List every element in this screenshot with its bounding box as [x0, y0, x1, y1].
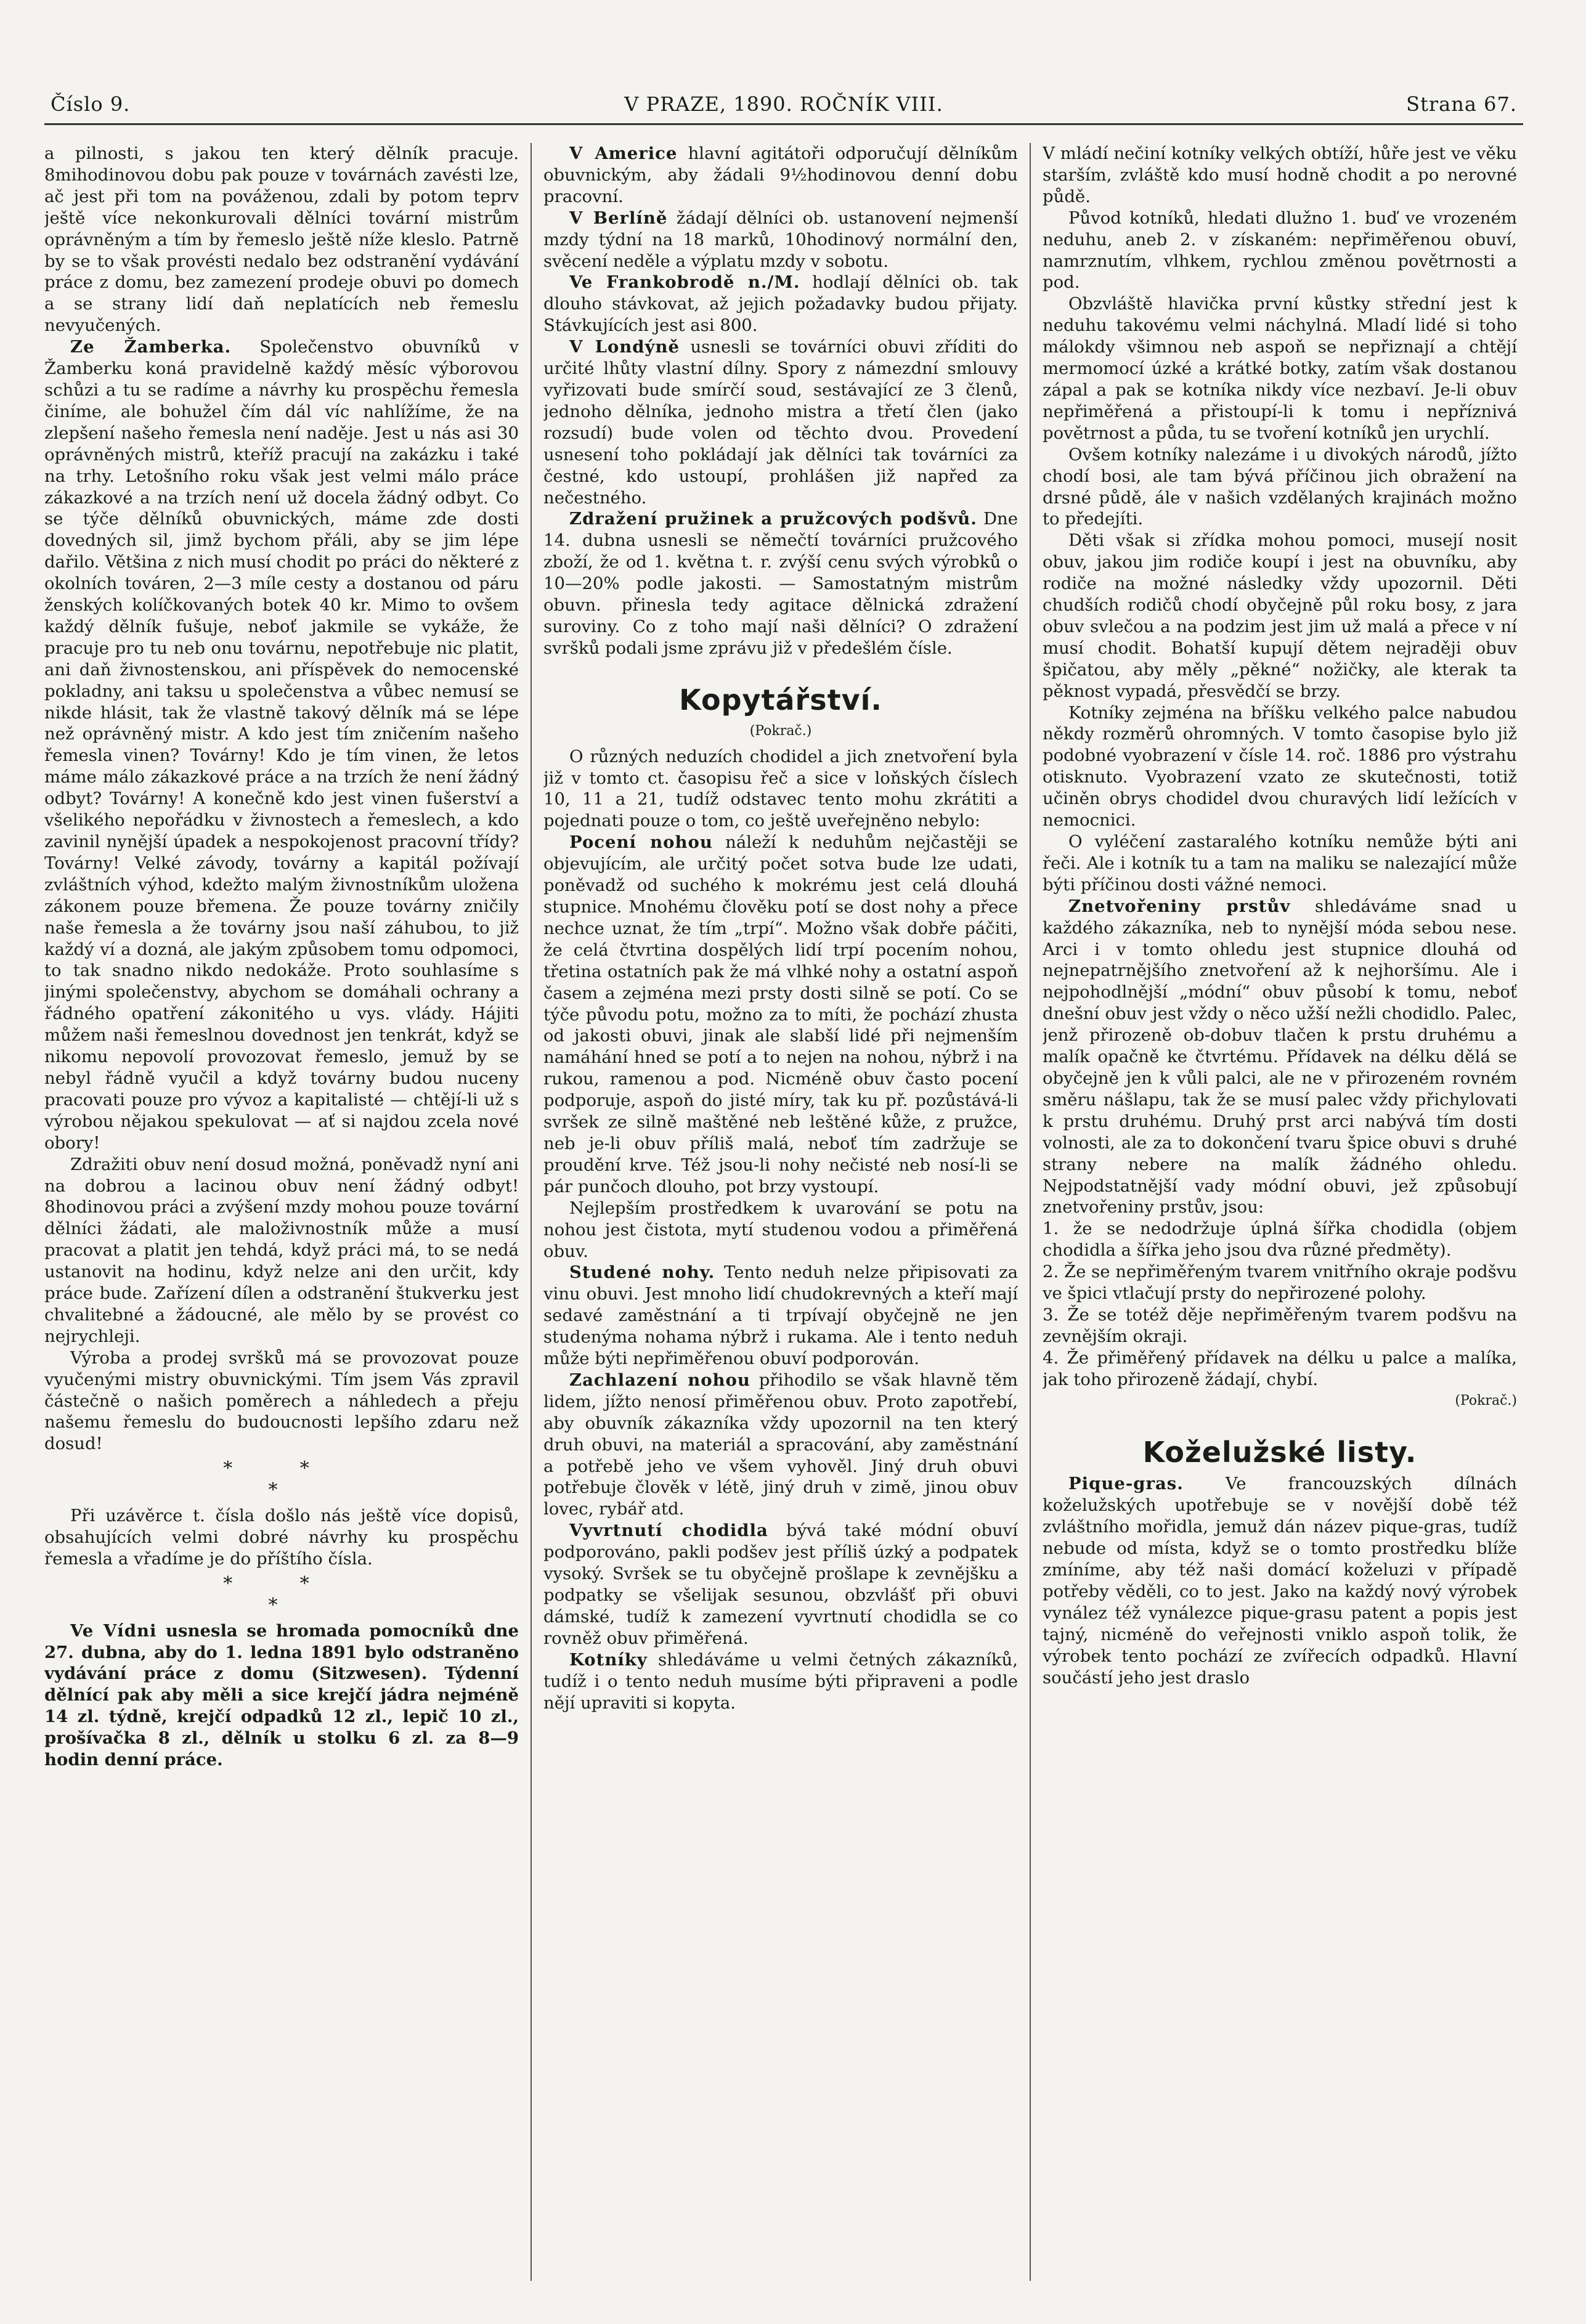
column-1: [44, 143, 519, 2281]
paragraph-text: přihodilo se však hlavně těm lidem, jížto nenosí přiměřenou obuv. Proto zapotřebí, aby obuvník zákazníka vždy upozornil na ten který druh obuvi, na materiál a spracování, aby zaměstnání a potřebě jeho ve všem vyhověl. Jiný druh obuvi potřebuje člověk v létě, jiný druh v zimě, jinou obuv lovec, rybář atd.: [543, 1370, 1018, 1519]
paragraph: Při uzávěrce t. čísla došlo nás ještě více dopisů, obsahujících velmi dobré návrhy ku prospěchu řemesla a vřadíme je do příštího čísla.: [44, 1506, 519, 1569]
paragraph: [543, 143, 1018, 208]
separator-stars: * *: [223, 1458, 340, 1480]
paragraph: [543, 508, 1018, 659]
paragraph-text: hodlají dělníci ob. tak dlouho stávkovat, až jejich požadavky budou přijaty. Stávkujících jest asi 800.: [543, 272, 1018, 336]
continued-note: (Pokrač.): [749, 723, 812, 739]
paragraph-text: shledáváme u velmi četných zákazníků, tudíž i o tento neduh musíme býti připraveni a podle nějí upraviti si kopyta.: [543, 1649, 1018, 1713]
column-3: [1043, 143, 1517, 2281]
paragraph-lead: Ze Žamberka.: [70, 337, 232, 357]
separator-stars: * *: [223, 1572, 340, 1595]
defects-list: [1043, 1218, 1517, 1390]
issue-number: Číslo 9.: [51, 92, 131, 116]
paragraph-text: Dne 14. dubna usnesli se němečtí továrníci pružcového zboží, že od 1. května t. r. zvýší cenu svých výrobků o 10—20% podle jakosti. — Samostatným mistrům obuvn. přinesla tedy agitace dělnická zdražení suroviny. Co z toho mají naši dělníci? O zdražení svršků podali jsme zprávu již v předešlém čísle.: [543, 509, 1018, 658]
paragraph-lead: Zdražení pružinek a pružcových podšvů.: [569, 509, 977, 529]
column-2: [543, 143, 1018, 2281]
paragraph-text: Tento neduh nelze připisovati za vinu obuvi. Jest mnoho lidí chudokrevných a kteří mají sedavé zaměstnání a ti trpívají obyčejně ne jen studenýma nohama nýbrž i rukama. Ale i tento neduh může býti nepřiměřenou obuví podporován.: [543, 1262, 1018, 1369]
paragraph: Výroba a prodej svršků má se provozovat pouze vyučenými mistry obuvnickými. Tím jsem Vás zpravil částečně o našich poměrech a náhledech a přeju našemu řemeslu do budoucnosti lepšího zdaru než dosud!: [44, 1347, 519, 1454]
paragraph-lead: Pocení nohou: [569, 832, 713, 853]
paragraph-lead: V Americe: [569, 144, 678, 163]
paragraph: Zdražiti obuv není dosud možná, poněvadž nyní ani na dobrou a lacinou obuv není žádný odbyt! 8hodinovou práci a zvýšení mzdy mohou pouze tovární dělníci žádati, ale maloživnostník může a musí pracovat a platit jen tehdá, když práci má, to se nedá ustanovit na hodinu, když nelze ani den určit, kdy práce bude. Zařízení dílen a odstranění štukverku jest chvalitebné a žádoucné, ale mělo by se provést co nejrychleji.: [44, 1154, 519, 1346]
paragraph-text: žádají dělníci ob. ustanovení nejmenší mzdy týdní na 18 marků, 10hodinový normální den, svěcení neděle a výplatu mzdy v sobotu.: [543, 208, 1018, 271]
paragraph: Děti však si zřídka mohou pomoci, musejí nosit obuv, jakou jim rodiče koupí i jest na obuvníku, aby rodiče na možné následky vždy upozornil. Děti chudších rodičů chodí obyčejně půl roku bosy, z jara obuv svlečou a na podzim jest jim už malá a přece v ní musí chodit. Bohatší kupují dětem nejraději obuv špičatou, aby měly „pěkné“ nožičky, ale kterak ta pěknost vypadá, přesvědčí se brzy.: [1043, 530, 1517, 701]
paragraph-lead: V Berlíně: [569, 208, 668, 228]
separator-star: *: [268, 1594, 295, 1616]
paragraph-lead: V Londýně: [569, 337, 680, 357]
paragraph-lead: Vyvrtnutí chodidla: [569, 1521, 768, 1541]
paragraph-text: Společenstvo obuvníků v Žamberku koná pravidelně každý měsíc výborovou schůzi a tu se radíme a návrhy ku prospěchu řemesla činíme, ale bohužel čím dál víc nahlížíme, že na zlepšení našeho řemesla není naděje. Jest u nás asi 30 oprávněných mistrů, kteříž pracují na zakázku i také na trhy. Letošního roku však jest velmi málo práce zákazkové a na trzích není už docela žádný odbyt. Co se týče dělníků obuvnických, máme zde dosti dovedných sil, jimž bychom přáli, aby se jim lépe dařilo. Většina z nich musí chodit po práci do některé z okolních továren, 2—3 míle cesty a dostanou od páru ženských kolíčkovaných botek 40 kr. Mimo to ovšem každý dělník fušuje, neboť jakmile se vykáže, že pracuje pro tu neb onu továrnu, nepotřebuje nic platit, ani daň živnostenskou, ani příspěvek do nemocenské pokladny, ani taksu u společenstva a vůbec nemusí se nikde hlásit, tak že vlastně takový dělník má se lépe než oprávněný mistr. A kdo jest tím zničením našeho řemesla vinen? Továrny! Kdo je tím vinen, že letos máme málo zákazkové práce a na trzích že není žádný odbyt? Továrny! A konečně kdo jest vinen fušerství a všelikého nepořádku v živnostech a řemeslech, a kdo zavinil nynější úpadek a nespokojenost pracovní třídy? Továrny! Velké závody, továrny a kapitál požívají zvláštních výhod, kdežto malým živnostníkům uložena zákonem pouze břemena. Že pouze továrny zničily naše řemesla a že továrny jsou naší záhubou, to již každý ví a dozná, ale jakým způsobem tomu odpomoci, to tak snadno nikdo nedokáže. Proto souhlasíme s jinými společenstvy, abychom se domáhali ochrany a řádného opatření zákonitého u vys. vlády. Hájiti můžem naši řemeslnou dovednost jen tenkrát, když se nikomu nepovolí provozovat řemeslo, jemuž by se nebyl řádně vyučil a když továrny budou nuceny pracovati pouze pro vývoz a kapitalisté — chtějí-li už s výrobou nějakou spekulovat — ať si najdou zcela nové obory!: [44, 337, 519, 1153]
paragraph-lead: Ve Frankobrodě n./M.: [569, 272, 800, 293]
paragraph-text: usnesla se hromada pomocníků dne 27. dubna, aby do 1. ledna 1891 bylo odstraněno vydávání práce z domu (Sitzwesen). Týdenní dělnící pak aby měli a sice krejčí jádra nejméně 14 zl. týdně, krejčí odpadků 12 zl., lepič 10 zl., prošívačka 8 zl., dělník u stolku 6 zl. za 8—9 hodin denní práce.: [44, 1620, 519, 1770]
paragraph: Původ kotníků, hledati dlužno 1. buď ve vrozeném neduhu, aneb 2. v získaném: nepřiměřenou obuví, namrznutím, vlhkem, rychlou změnou povětrnosti a pod.: [1043, 208, 1517, 293]
paragraph: V mládí nečiní kotníky velkých obtíží, hůře jest ve věku starším, zvláště kdo musí hodně chodit a po nerovné půdě.: [1043, 144, 1517, 206]
paragraph-text: bývá také módní obuví podporováno, pakli podšev jest příliš úzký a podpatek vysoký. Svršek se tu obyčejně prošlape k zevnějšku a podpatky se všelijak sesunou, obzvlášť při obuvi dámské, tudíž k zamezení vyvrtnutí chodidla se co rovněž obuv přiměřená.: [543, 1521, 1018, 1648]
paragraph: Obzvláště hlavička první kůstky střední jest k neduhu takovému velmi náchylná. Mladí lidé si toho málokdy všimnou neb aspoň se nepřiznají a chtějí mermomocí úzké a krátké botky, zatím však dostanou zápal a pak se kotníka nikdy více nezbaví. Je-li obuv nepřiměřená a přistoupí-li k tomu i nepříznivá povětrnost a půda, tu se tvoření kotníků jen urychlí.: [1043, 294, 1517, 443]
paragraph: [543, 272, 1018, 336]
column-divider: [531, 143, 532, 2281]
paragraph: Nejlepším prostředkem k uvarování se potu na nohou jest čistota, mytí studenou vodou a přiměřená obuv.: [543, 1198, 1018, 1261]
dateline: V PRAZE, 1890. ROČNÍK VIII.: [624, 92, 943, 116]
paragraph: [543, 208, 1018, 272]
paragraph-text: usnesli se továrníci obuvi zříditi do určité lhůty vlastní dílny. Spory z námezdní smlouvy vyřizovati bude smírčí soud, sestávající ze 3 členů, jednoho dělníka, jednoho mistra a třetí člen (jako rozsudí) bude volen od těchto dvou. Provedení usnesení toho pokládají jak dělníci tak továrníci za čestné, kdo ustoupí, prohlášen již napřed za nečestného.: [543, 337, 1018, 508]
paragraph-lead: Pique-gras.: [1068, 1474, 1184, 1494]
paragraph: [543, 1649, 1018, 1714]
page-number: Strana 67.: [1406, 92, 1517, 116]
paragraph: [1043, 896, 1517, 1219]
paragraph: a pilnosti, s jakou ten který dělník pracuje. 8mihodinovou dobu pak pouze v továrnách zavésti lze, ač jest při tom na pováženou, zdali by potom teprv ještě více nekonkurovali dělníci tovární mistrům oprávněným a tím by řemeslo ještě níže kleslo. Patrně by se to však provésti nedalo bez odstranění vydávání práce z domu, bez zamezení prodeje obuvi po domech a se strany lidí daň neplatících neb řemeslu nevyučených.: [44, 144, 519, 336]
list-item: 3. Že se totéž děje nepřiměřeným tvarem podšvu na zevnějším okraji.: [1043, 1304, 1517, 1346]
paragraph: [543, 1520, 1018, 1649]
paragraph-lead: Zachlazení nohou: [569, 1370, 750, 1390]
page-header: [44, 92, 1523, 122]
paragraph: [44, 1620, 519, 1771]
paragraph-lead: Znetvořeniny prstův: [1068, 896, 1291, 916]
section-title: Kopytářství.: [679, 683, 882, 717]
paragraph: Kotníky zejména na bříšku velkého palce nabudou někdy rozměrů ohromných. V tomto časopise bylo již podobné vyobrazení v čísle 14. roč. 1886 pro výstrahu otisknuto. Vyobrazení vzato ze skutečnosti, totiž učiněn obrys chodidel dvou churavých lidí ležících v nemocnici.: [1043, 702, 1517, 831]
paragraph-lead: Studené nohy.: [569, 1262, 715, 1283]
list-item: 2. Že se nepřiměřeným tvarem vnitřního okraje podšvu ve špici vtlačují prsty do nepřirozené polohy.: [1043, 1262, 1517, 1304]
paragraph: [1043, 1473, 1517, 1688]
separator-star: *: [268, 1479, 295, 1501]
paragraph-text: Ve francouzských dílnách koželužských upotřebuje se v novější době též zvláštního mořidla, jemuž dán název pique-gras, tudíž nebude od místa, když se o tomto prostředku blíže zmíníme, aby též naši domácí koželuzi v případě potřeby věděli, co to jest. Jako na každý nový výrobek vynález též vynálezce pique-grasu patent a popis jest tajný, nicméně do veřejnosti vniklo aspoň tolik, že výrobek tento pochází ze zvířecích odpadků. Hlavní součástí jeho jest draslo: [1043, 1474, 1517, 1688]
header-rule: [44, 123, 1523, 125]
paragraph: O různých neduzích chodidel a jich znetvoření byla již v tomto ct. časopisu řeč a sice v loňských číslech 10, 11 a 21, tudíž odstavec tento mohu zkrátiti a pojednati pouze o tom, co ještě uveřejněno nebylo:: [543, 746, 1018, 831]
continued-note: (Pokrač.): [1455, 1392, 1517, 1408]
paragraph: Ovšem kotníky nalezáme i u divokých národů, jížto chodí bosi, ale tam bývá příčinou jich obražení na drsné půdě, ále v našich vzdělaných krajinách možno to předejíti.: [1043, 444, 1517, 529]
paragraph-text: hlavní agitátoři odporučují dělníkům obuvnickým, aby žádali 9½hodinovou denní dobu pracovní.: [543, 144, 1018, 206]
paragraph-text: shledáváme snad u každého zákazníka, neb to nynější móda sebou nese. Arci i v tomto ohledu jest stupnice dlouhá od nejnepatrnějšího znetvoření až k nejhoršímu. Ale i nejpohodlnější „módní“ obuv působí k tomu, neboť dnešní obuv jest vždy o něco užší nežli chodidlo. Palec, jenž přirozeně ob-dobuv tlačen k prstu druhému a malík opačně ke čtvrtému. Přídavek na délku dělá se obyčejně jen k vůli palci, ale ne v přirozeném rovném směru nášlapu, tak že se musí palec vždy přichylovati k prstu druhému. Druhý prst arci nabývá tím dosti volnosti, ale za to dokončení tvaru špice obuvi s druhé strany nebere na malík žádného ohledu. Nejpodstatnější vady módní obuvi, jež způsobují znetvořeniny prstův, jsou:: [1043, 896, 1517, 1217]
list-item: 4. Že přiměřený přídavek na délku u palce a malíka, jak toho přirozeně žádají, chybí.: [1043, 1347, 1517, 1389]
paragraph: [543, 1262, 1018, 1370]
list-item: 1. že se nedodržuje úplná šířka chodidla (objem chodidla a šířka jeho jsou dva různé předměty).: [1043, 1219, 1517, 1261]
paragraph: [543, 336, 1018, 508]
section-title: Koželužské listy.: [1142, 1436, 1417, 1469]
paragraph-lead: Ve Vídni: [70, 1620, 157, 1641]
paragraph-text: náleží k neduhům nejčastěji se objevujícím, ale určitý počet sotva bude lze udati, poněvadž od suchého k mokrému jest celá dlouhá stupnice. Mnohému člověku potí se dost nohy a přece nechce uznat, že tím „trpí“. Možno však dobře páčiti, že celá čtvrtina dospělých lidí trpí pocením nohou, třetina ostatních pak že má vlhké nohy a ostatní aspoň časem a zejména mezi prsty dosti silně se potí. Co se týče původu potu, možno za to míti, že pochází zhusta od jakosti obuvi, jinak ale slabší lidé při nejmenším namáhání hned se potí a to nejen na nohou, nýbrž i na rukou, ramenou a pod. Nicméně obuv často pocení podporuje, aspoň do jisté míry, tak ku př. pozůstává-li svršek ze silně maštěné neb leštěné kůže, z pružce, neb je-li obuv příliš malá, neboť tím zadržuje se proudění krve. Též jsou-li nohy nečisté neb nosí-li se pár punčoch dlouho, pot brzy vystoupí.: [543, 832, 1018, 1197]
column-divider: [1030, 143, 1031, 2281]
paragraph: [44, 336, 519, 1153]
paragraph: [543, 832, 1018, 1197]
paragraph: O vyléčení zastaralého kotníku nemůže býti ani řeči. Ale i kotník tu a tam na maliku se nalezající může býti příčinou dosti vážné nemoci.: [1043, 832, 1517, 895]
paragraph: [543, 1370, 1018, 1520]
paragraph-lead: Kotníky: [569, 1649, 648, 1670]
